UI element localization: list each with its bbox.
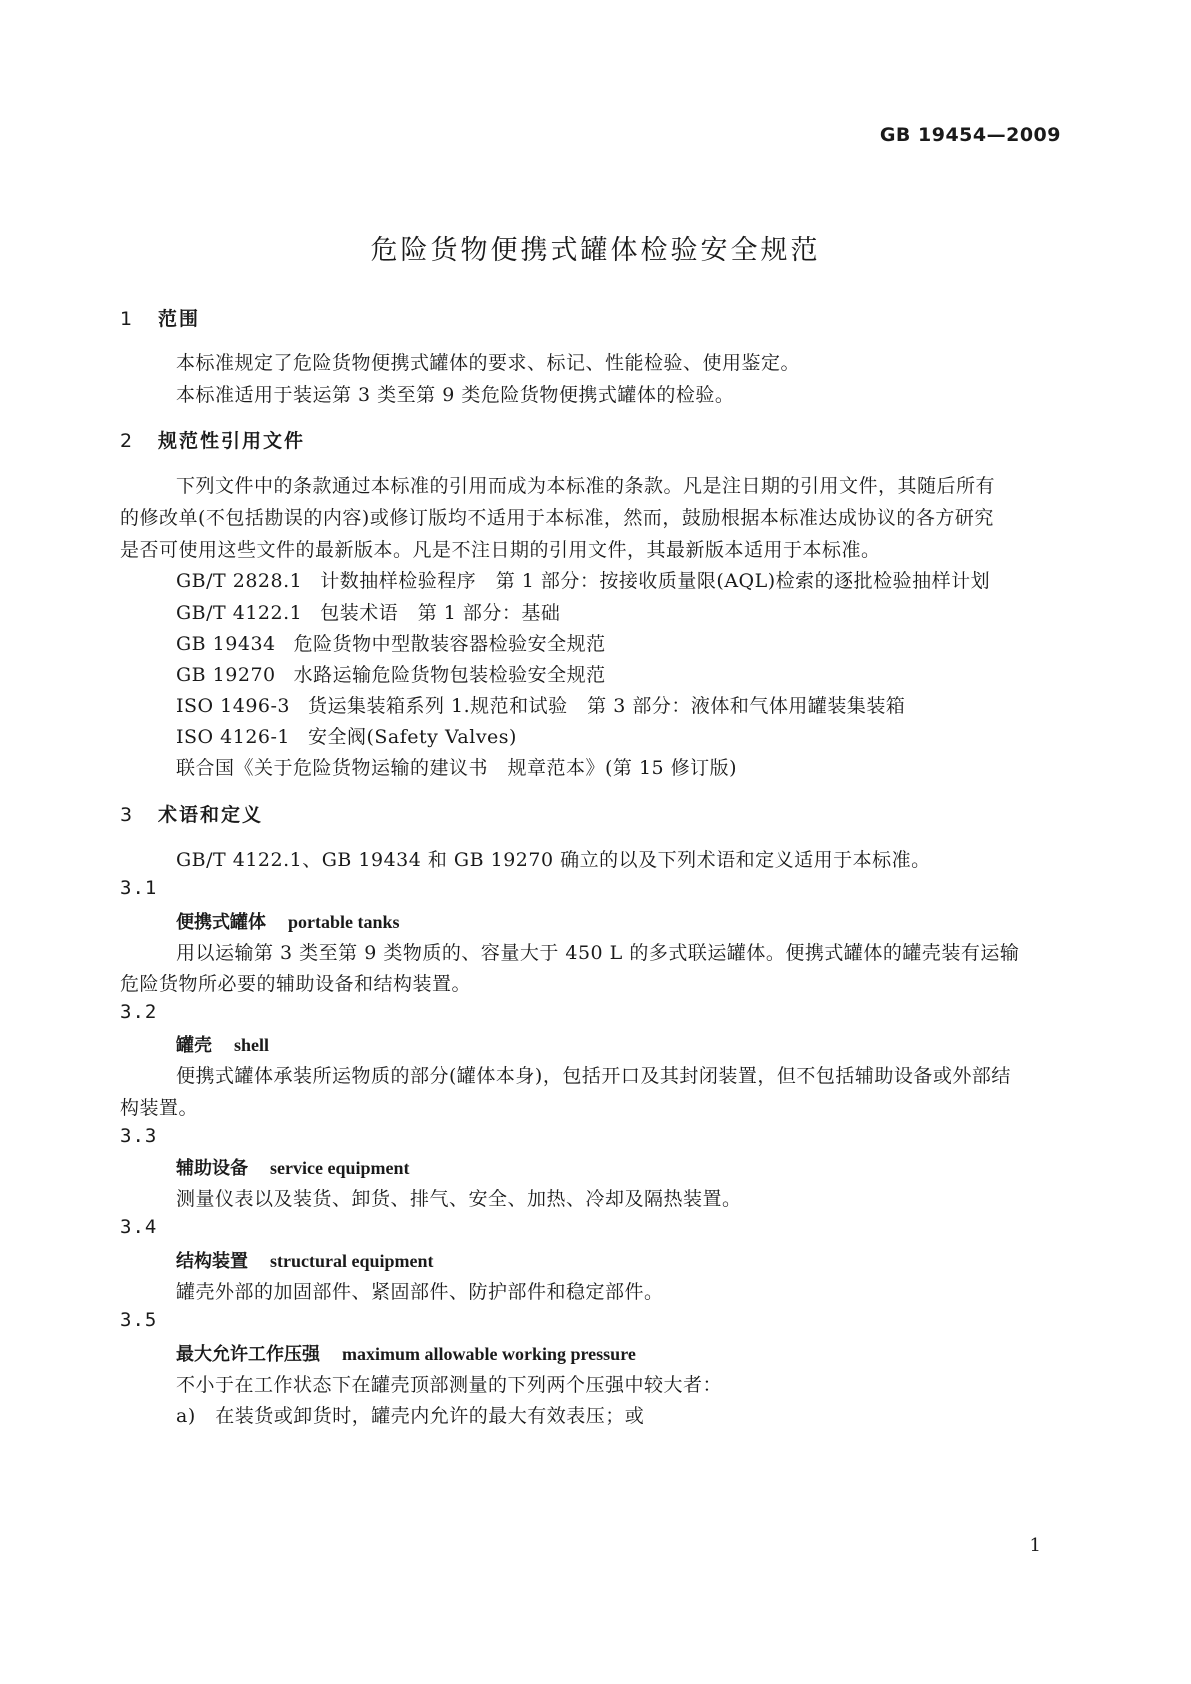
section-2-heading: [120, 426, 305, 453]
term-heading: [176, 1154, 409, 1180]
paragraph-line: 的修改单(不包括勘误的内容)或修订版均不适用于本标准，然而，鼓励根据本标准达成协议的各方研究: [120, 507, 994, 529]
definition-line: 用以运输第 3 类至第 9 类物质的、容量大于 450 L 的多式联运罐体。便携式罐体的罐壳装有运输: [176, 942, 1020, 964]
paragraph-line: 下列文件中的条款通过本标准的引用而成为本标准的条款。凡是注日期的引用文件，其随后所有: [176, 475, 996, 497]
term-en: maximum allowable working pressure: [342, 1344, 636, 1364]
reference-title: 危险货物中型散装容器检验安全规范: [293, 633, 606, 655]
definition-line: 构装置。: [120, 1097, 199, 1119]
reference-title: 水路运输危险货物包装检验安全规范: [293, 664, 606, 686]
reference-item: [176, 691, 905, 718]
standard-code: GB 19454—2009: [879, 124, 1061, 146]
reference-item: [176, 598, 560, 625]
reference-item: [176, 566, 990, 593]
reference-item: [176, 722, 517, 749]
reference-code: GB/T 4122.1: [176, 602, 303, 624]
reference-code: GB/T 2828.1: [176, 570, 303, 592]
term-en: service equipment: [270, 1158, 410, 1178]
definition-line: 危险货物所必要的辅助设备和结构装置。: [120, 973, 472, 995]
term-cn: 辅助设备: [176, 1158, 248, 1179]
section-number: 3: [120, 804, 135, 826]
term-en: structural equipment: [270, 1251, 434, 1271]
term-number: 3.3: [120, 1125, 158, 1147]
term-heading: [176, 908, 400, 934]
section-3-heading: [120, 800, 263, 827]
term-number: 3.1: [120, 877, 158, 899]
section-number: 1: [120, 308, 135, 330]
term-en: shell: [234, 1035, 270, 1055]
reference-item: [176, 629, 606, 656]
term-number: 3.4: [120, 1216, 158, 1238]
term-en: portable tanks: [288, 912, 400, 932]
list-item-a: a) 在装货或卸货时，罐壳内允许的最大有效表压；或: [176, 1405, 645, 1427]
term-cn: 最大允许工作压强: [176, 1344, 320, 1365]
section-number: 2: [120, 430, 135, 452]
reference-code: ISO 4126-1: [176, 726, 290, 748]
reference-item: [176, 660, 606, 687]
section-title: 规范性引用文件: [158, 430, 306, 452]
definition-line: 罐壳外部的加固部件、紧固部件、防护部件和稳定部件。: [176, 1281, 664, 1303]
definition-line: 便携式罐体承装所运物质的部分(罐体本身)，包括开口及其封闭装置，但不包括辅助设备或外部结: [176, 1065, 1011, 1087]
term-heading: [176, 1340, 636, 1366]
section-title: 范围: [158, 308, 201, 330]
section-1-heading: [120, 304, 200, 331]
reference-item: 联合国《关于危险货物运输的建议书 规章范本》(第 15 修订版): [176, 757, 738, 779]
definition-line: 不小于在工作状态下在罐壳顶部测量的下列两个压强中较大者：: [176, 1374, 723, 1396]
reference-code: ISO 1496-3: [176, 695, 290, 717]
page-number: 1: [1029, 1535, 1041, 1556]
paragraph-line: 本标准适用于装运第 3 类至第 9 类危险货物便携式罐体的检验。: [176, 384, 735, 406]
term-heading: [176, 1031, 269, 1057]
reference-title: 货运集装箱系列 1.规范和试验 第 3 部分：液体和气体用罐装集装箱: [308, 695, 906, 717]
reference-title: 安全阀(Safety Valves): [308, 726, 517, 748]
paragraph-line: GB/T 4122.1、GB 19434 和 GB 19270 确立的以及下列术语和定义适用于本标准。: [176, 849, 931, 871]
term-heading: [176, 1247, 434, 1273]
reference-title: 计数抽样检验程序 第 1 部分：按接收质量限(AQL)检索的逐批检验抽样计划: [320, 570, 991, 592]
term-cn: 结构装置: [176, 1251, 248, 1272]
paragraph-line: 是否可使用这些文件的最新版本。凡是不注日期的引用文件，其最新版本适用于本标准。: [120, 539, 881, 561]
document-title: 危险货物便携式罐体检验安全规范: [370, 235, 821, 266]
term-cn: 罐壳: [176, 1035, 212, 1056]
reference-title: 包装术语 第 1 部分：基础: [320, 602, 561, 624]
paragraph-line: 本标准规定了危险货物便携式罐体的要求、标记、性能检验、使用鉴定。: [176, 352, 801, 374]
reference-code: GB 19434: [176, 633, 276, 655]
section-title: 术语和定义: [158, 804, 264, 826]
term-number: 3.5: [120, 1309, 158, 1331]
definition-line: 测量仪表以及装货、卸货、排气、安全、加热、冷却及隔热装置。: [176, 1188, 742, 1210]
reference-code: GB 19270: [176, 664, 276, 686]
term-cn: 便携式罐体: [176, 912, 266, 933]
term-number: 3.2: [120, 1001, 158, 1023]
